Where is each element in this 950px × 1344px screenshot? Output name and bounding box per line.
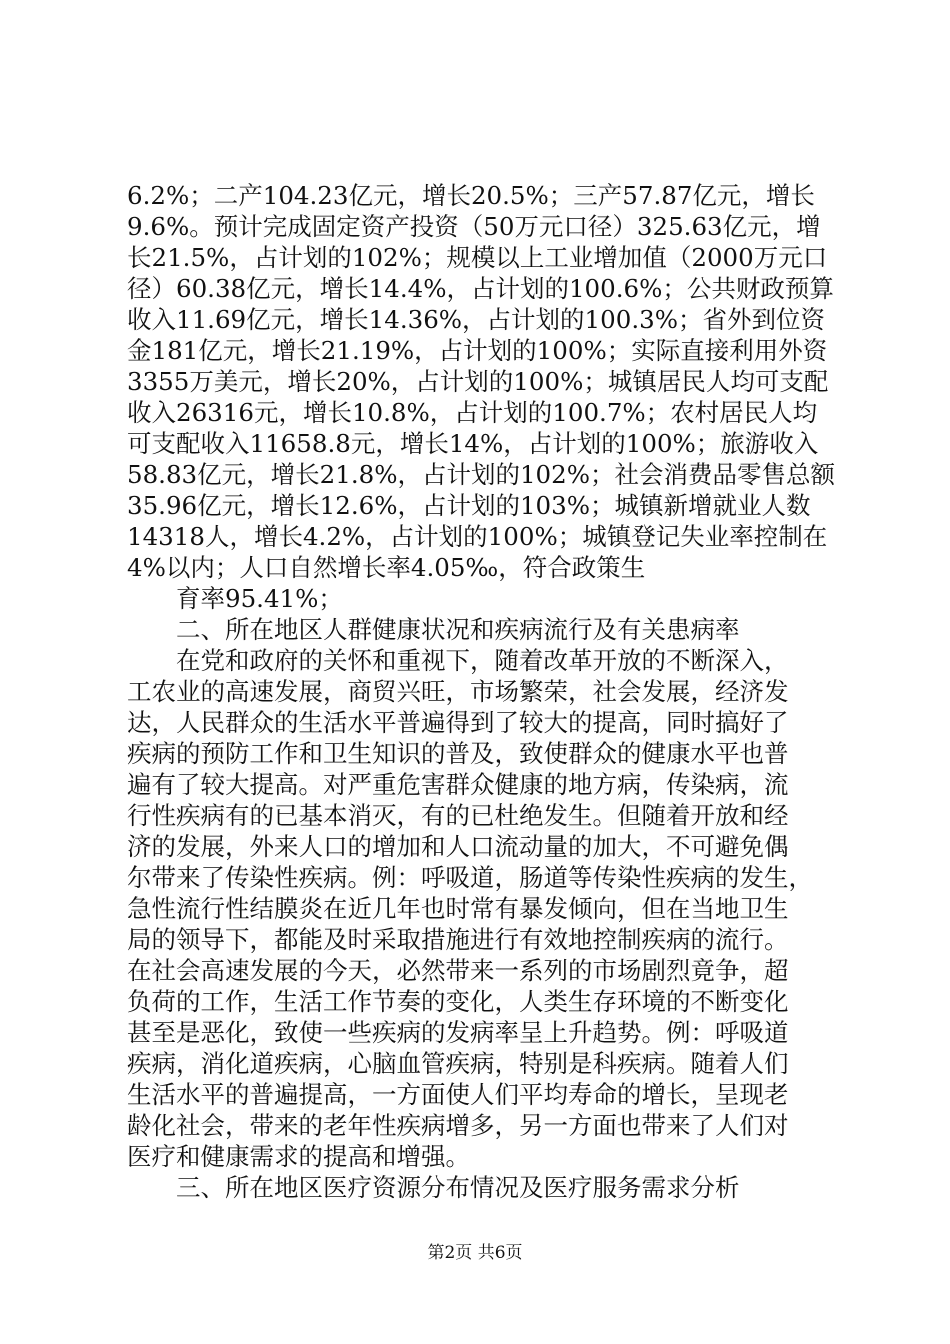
paragraph-line: 3355万美元，增长20%，占计划的100%；城镇居民人均可支配 (127, 367, 829, 396)
paragraph-line: 35.96亿元，增长12.6%，占计划的103%；城镇新增就业人数 (127, 491, 811, 520)
section-heading-3: 三、所在地区医疗资源分布情况及医疗服务需求分析 (176, 1173, 740, 1202)
paragraph-line: 济的发展，外来人口的增加和人口流动量的加大，不可避免偶 (127, 832, 789, 861)
paragraph-line: 6.2%；二产104.23亿元，增长20.5%；三产57.87亿元，增长 (127, 181, 815, 210)
paragraph-line: 疾病的预防工作和卫生知识的普及，致使群众的健康水平也普 (127, 739, 789, 768)
fertility-rate-line: 育率95.41%； (176, 584, 343, 613)
paragraph-line: 在党和政府的关怀和重视下，随着改革开放的不断深入， (176, 646, 789, 675)
section-heading-2: 二、所在地区人群健康状况和疾病流行及有关患病率 (176, 615, 740, 644)
page-number-footer: 第2页 共6页 (427, 1243, 523, 1263)
paragraph-line: 龄化社会，带来的老年性疾病增多，另一方面也带来了人们对 (127, 1111, 789, 1140)
paragraph-line: 达，人民群众的生活水平普遍得到了较大的提高，同时搞好了 (127, 708, 789, 737)
paragraph-line: 遍有了较大提高。对严重危害群众健康的地方病，传染病，流 (127, 770, 789, 799)
paragraph-line: 4%以内；人口自然增长率4.05‰，符合政策生 (127, 553, 646, 582)
paragraph-line: 在社会高速发展的今天，必然带来一系列的市场剧烈竟争，超 (127, 956, 789, 985)
paragraph-line: 医疗和健康需求的提高和增强。 (127, 1142, 470, 1171)
paragraph-line: 可支配收入11658.8元，增长14%，占计划的100%；旅游收入 (127, 429, 819, 458)
paragraph-line: 工农业的高速发展，商贸兴旺，市场繁荣，社会发展，经济发 (127, 677, 789, 706)
paragraph-line: 局的领导下，都能及时采取措施进行有效地控制疾病的流行。 (127, 925, 789, 954)
paragraph-line: 疾病，消化道疾病，心脑血管疾病，特别是科疾病。随着人们 (127, 1049, 789, 1078)
paragraph-line: 径）60.38亿元，增长14.4%，占计划的100.6%；公共财政预算 (127, 274, 834, 303)
paragraph-line: 长21.5%，占计划的102%；规模以上工业增加值（2000万元口 (127, 243, 828, 272)
paragraph-line: 急性流行性结膜炎在近几年也时常有暴发倾向，但在当地卫生 (127, 894, 789, 923)
paragraph-line: 尔带来了传染性疾病。例：呼吸道，肠道等传染性疾病的发生， (127, 863, 813, 892)
paragraph-line: 收入11.69亿元，增长14.36%，占计划的100.3%；省外到位资 (127, 305, 825, 334)
paragraph-line: 生活水平的普遍提高，一方面使人们平均寿命的增长，呈现老 (127, 1080, 789, 1109)
paragraph-line: 14318人，增长4.2%，占计划的100%；城镇登记失业率控制在 (127, 522, 828, 551)
paragraph-line: 甚至是恶化，致使一些疾病的发病率呈上升趋势。例：呼吸道 (127, 1018, 789, 1047)
paragraph-line: 收入26316元，增长10.8%，占计划的100.7%；农村居民人均 (127, 398, 818, 427)
paragraph-line: 58.83亿元，增长21.8%，占计划的102%；社会消费品零售总额 (127, 460, 836, 489)
paragraph-line: 金181亿元，增长21.19%，占计划的100%；实际直接利用外资 (127, 336, 828, 365)
paragraph-line: 负荷的工作，生活工作节奏的变化，人类生存环境的不断变化 (127, 987, 789, 1016)
paragraph-line: 行性疾病有的已基本消灭，有的已杜绝发生。但随着开放和经 (127, 801, 789, 830)
paragraph-line: 9.6%。预计完成固定资产投资（50万元口径）325.63亿元，增 (127, 212, 821, 241)
